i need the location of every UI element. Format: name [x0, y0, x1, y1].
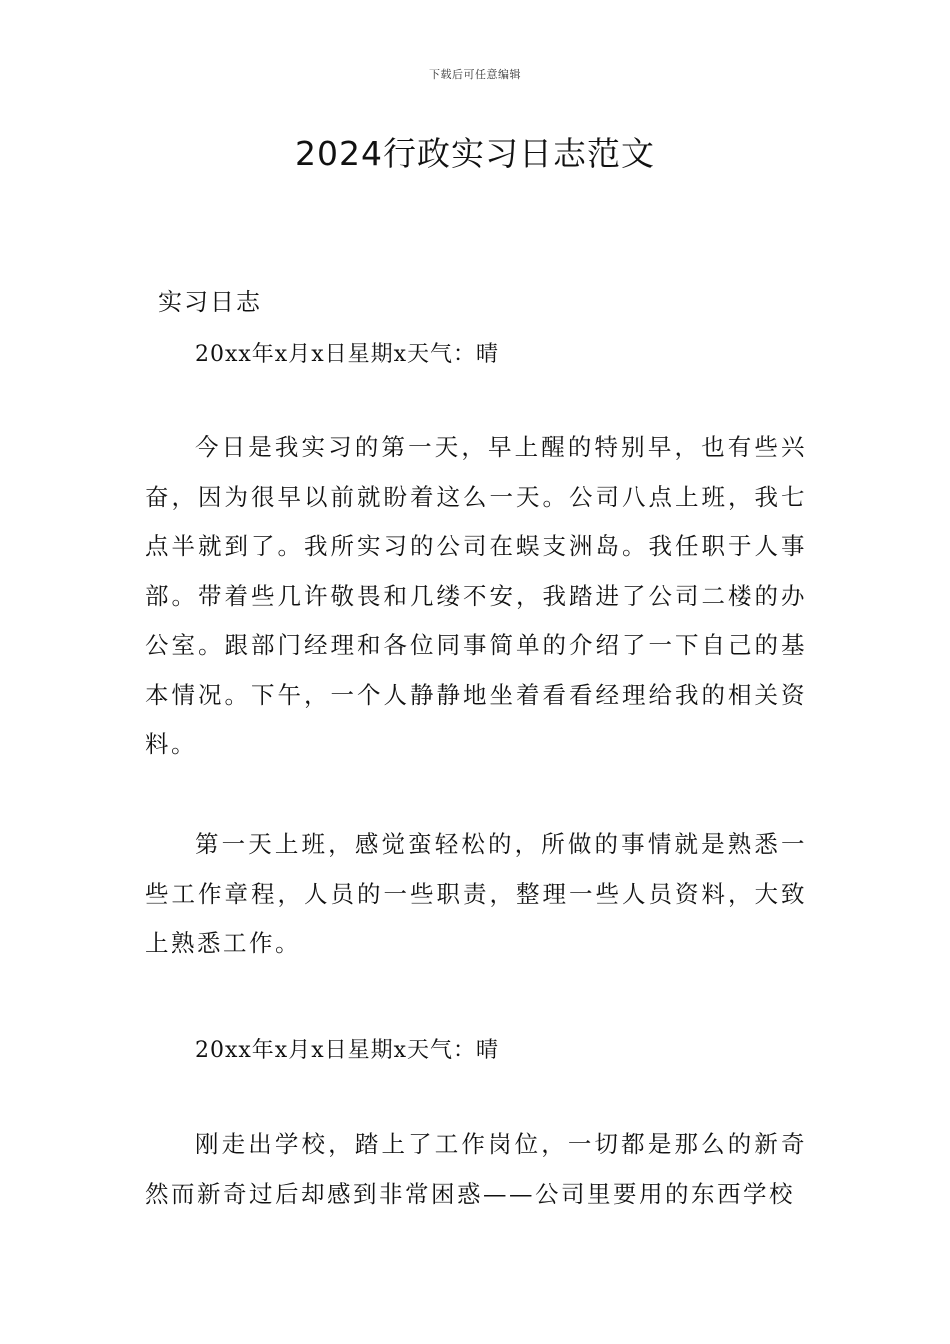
header-note: 下载后可任意编辑	[429, 68, 521, 81]
document-title: 2024行政实习日志范文	[295, 134, 655, 173]
section-label: 实习日志	[158, 288, 262, 316]
date-line: 20xx年x月x日星期x天气：晴	[195, 342, 500, 367]
paragraph: 今日是我实习的第一天，早上醒的特别早，也有些兴奋，因为很早以前就盼着这么一天。公司八点上班，我七点半就到了。我所实习的公司在蜈支洲岛。我任职于人事部。带着些几许敬畏和几缕不安，我踏进了公司二楼的办公室。跟部门经理和各位同事简单的介绍了一下自己的基本情况。下午，一个人静静地坐着看看经理给我的相关资料。	[145, 433, 807, 758]
date-line: 20xx年x月x日星期x天气：晴	[195, 1038, 500, 1063]
paragraph: 第一天上班，感觉蛮轻松的，所做的事情就是熟悉一些工作章程，人员的一些职责，整理一些人员资料，大致上熟悉工作。	[145, 830, 807, 957]
paragraph: 刚走出学校，踏上了工作岗位，一切都是那么的新奇然而新奇过后却感到非常困惑——公司里要用的东西学校	[145, 1130, 807, 1208]
